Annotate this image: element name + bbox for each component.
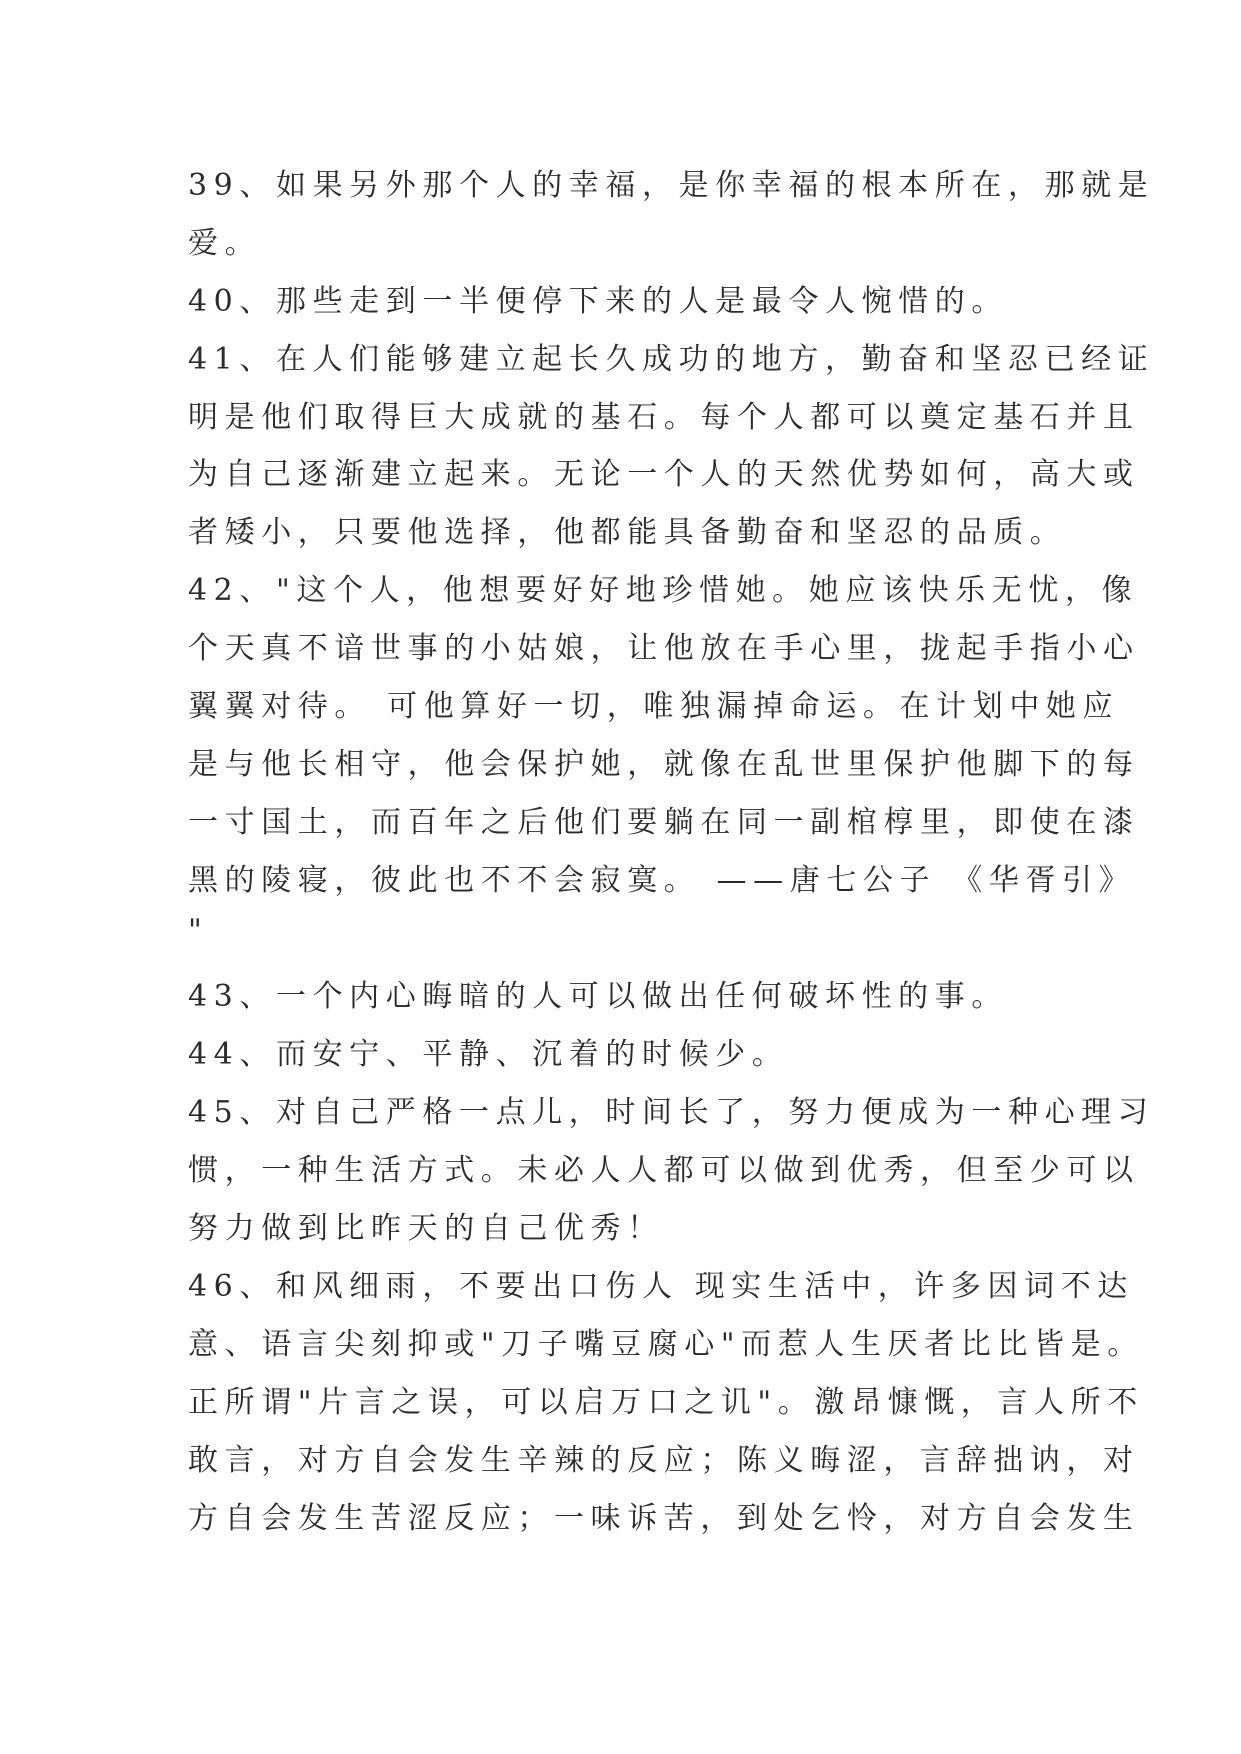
text-line-41a: 41、在人们能够建立起长久成功的地方，勤奋和坚忍已经证 [188, 342, 1155, 377]
text-line-46d: 敢言，对方自会发生辛辣的反应；陈义晦涩，言辞拙讷，对 [188, 1443, 1140, 1478]
text-line-46c: 正所谓"片言之误，可以启万口之讥"。激昂慷慨，言人所不 [188, 1385, 1144, 1420]
text-line-42g: " [188, 913, 209, 948]
text-line-42f: 黑的陵寝，彼此也不不会寂寞。 ——唐七公子 《华胥引》 [188, 863, 1136, 898]
text-line-42e: 一寸国土，而百年之后他们要躺在同一副棺椁里，即使在漆 [188, 805, 1140, 840]
text-line-45c: 努力做到比昨天的自己优秀！ [188, 1211, 664, 1246]
text-line-44: 44、而安宁、平静、沉着的时候少。 [188, 1037, 789, 1072]
text-line-39a: 39、如果另外那个人的幸福，是你幸福的根本所在，那就是 [188, 168, 1155, 203]
text-line-39b: 爱。 [188, 226, 262, 261]
text-line-41c: 为自己逐渐建立起来。无论一个人的天然优势如何，高大或 [188, 457, 1140, 492]
text-line-42b: 个天真不谙世事的小姑娘，让他放在手心里，拢起手指小心 [188, 631, 1140, 666]
text-line-41b: 明是他们取得巨大成就的基石。每个人都可以奠定基石并且 [188, 400, 1140, 435]
text-line-46e: 方自会发生苦涩反应；一味诉苦，到处乞怜，对方自会发生 [188, 1501, 1140, 1536]
text-line-45a: 45、对自己严格一点儿，时间长了，努力便成为一种心理习 [188, 1095, 1155, 1130]
text-line-42c: 翼翼对待。 可他算好一切，唯独漏掉命运。在计划中她应 [188, 689, 1120, 724]
text-line-40: 40、那些走到一半便停下来的人是最令人惋惜的。 [188, 284, 1008, 319]
text-line-43: 43、一个内心晦暗的人可以做出任何破坏性的事。 [188, 979, 1008, 1014]
text-line-41d: 者矮小，只要他选择，他都能具备勤奋和坚忍的品质。 [188, 515, 1067, 550]
text-line-45b: 惯，一种生活方式。未必人人都可以做到优秀，但至少可以 [188, 1153, 1140, 1188]
text-line-42d: 是与他长相守，他会保护她，就像在乱世里保护他脚下的每 [188, 747, 1140, 782]
text-line-42a: 42、"这个人，他想要好好地珍惜她。她应该快乐无忧，像 [188, 573, 1139, 608]
text-line-46b: 意、语言尖刻抑或"刀子嘴豆腐心"而惹人生厌者比比皆是。 [188, 1327, 1144, 1362]
text-line-46a: 46、和风细雨，不要出口伤人 现实生活中，许多因词不达 [188, 1269, 1134, 1304]
